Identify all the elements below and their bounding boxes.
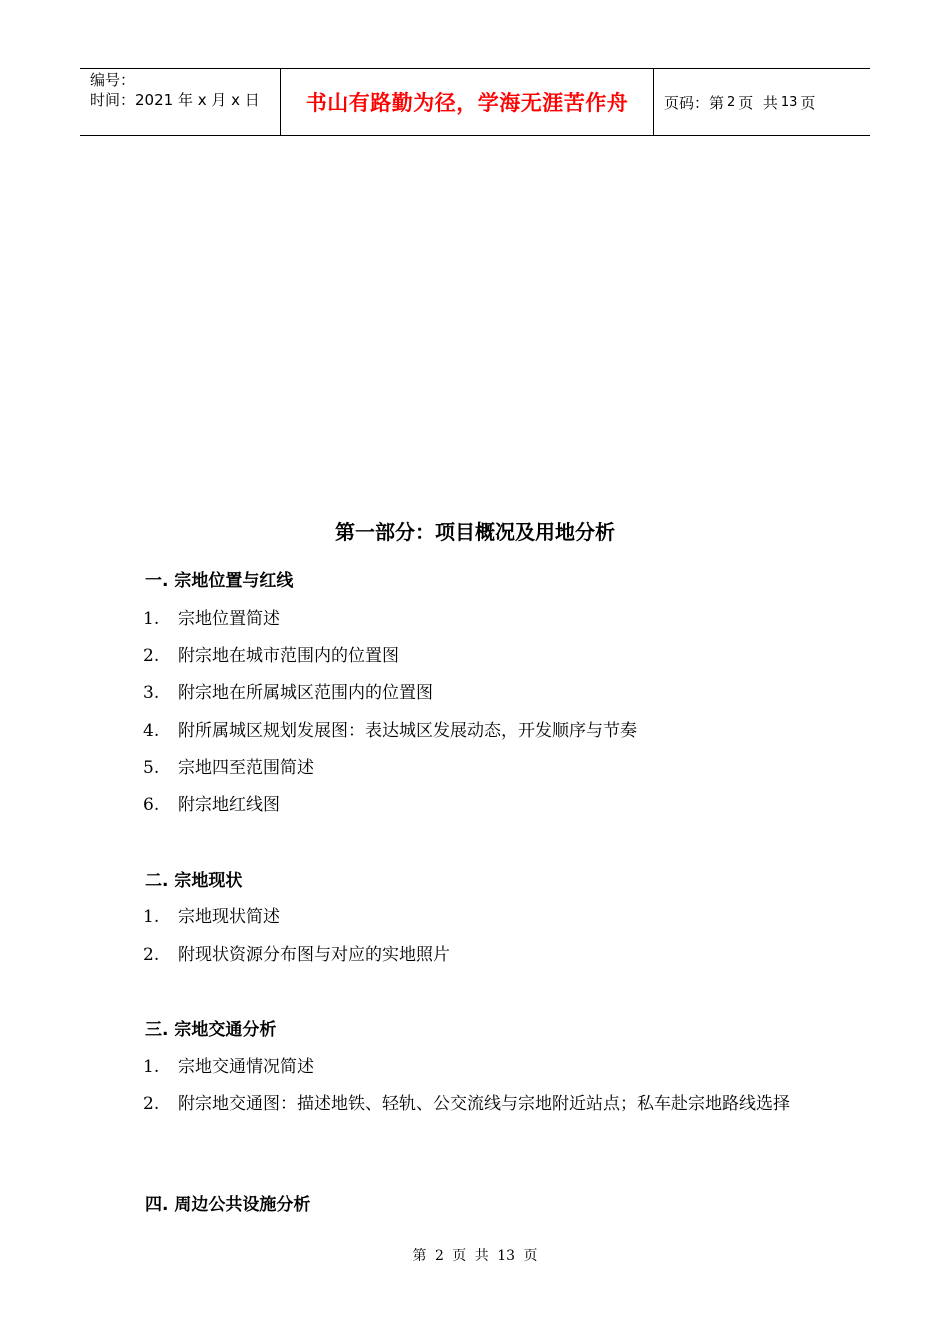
item-number: 4. xyxy=(143,721,160,741)
list-item xyxy=(143,606,808,632)
page-header xyxy=(80,68,870,136)
header-page-info xyxy=(654,69,870,135)
list-item xyxy=(143,942,808,968)
item-text: 附宗地在所属城区范围内的位置图 xyxy=(178,683,433,703)
page-current: 2 xyxy=(727,94,736,110)
item-number: 2. xyxy=(143,945,160,965)
list-item xyxy=(143,755,808,781)
section-heading: 三. 宗地交通分析 xyxy=(145,1020,277,1040)
item-number: 2. xyxy=(143,1094,160,1114)
list-item xyxy=(143,718,808,744)
page-total: 13 xyxy=(780,94,798,110)
item-number: 5. xyxy=(143,758,160,778)
section-heading: 一. 宗地位置与红线 xyxy=(145,571,294,591)
item-text: 附所属城区规划发展图：表达城区发展动态，开发顺序与节奏 xyxy=(178,721,637,741)
item-number: 1. xyxy=(143,609,160,629)
item-text: 宗地现状简述 xyxy=(178,907,280,927)
item-text: 宗地四至范围简述 xyxy=(178,758,314,778)
item-text: 附宗地红线图 xyxy=(178,795,280,815)
item-text: 宗地位置简述 xyxy=(178,609,280,629)
time-text: 时间：2021 年 x 月 x 日 xyxy=(90,91,260,109)
item-text: 附宗地交通图：描述地铁、轻轨、公交流线与宗地附近站点；私车赴宗地路线选择 xyxy=(178,1094,790,1114)
header-meta xyxy=(80,69,281,135)
item-number: 2. xyxy=(143,646,160,666)
section-heading: 二. 宗地现状 xyxy=(145,871,243,891)
header-motto-cell xyxy=(281,69,654,135)
list-item xyxy=(143,792,808,818)
list-item xyxy=(143,680,808,706)
list-item xyxy=(143,1091,808,1117)
list-item xyxy=(143,1054,808,1080)
item-text: 附现状资源分布图与对应的实地照片 xyxy=(178,945,450,965)
list-item xyxy=(143,643,808,669)
page-suffix: 页 xyxy=(800,93,816,112)
motto: 书山有路勤为径，学海无涯苦作舟 xyxy=(305,91,629,115)
serial-label: 编号： xyxy=(90,71,136,89)
part-title: 第一部分：项目概况及用地分析 xyxy=(335,520,615,544)
page-mid: 页 共 xyxy=(738,93,778,112)
item-text: 附宗地在城市范围内的位置图 xyxy=(178,646,399,666)
page-prefix: 页码：第 xyxy=(664,93,725,112)
item-number: 3. xyxy=(143,683,160,703)
item-number: 1. xyxy=(143,907,160,927)
section-heading: 四. 周边公共设施分析 xyxy=(145,1195,311,1215)
page-footer: 第 2 页 共 13 页 xyxy=(412,1248,538,1264)
item-number: 6. xyxy=(143,795,160,815)
item-text: 宗地交通情况简述 xyxy=(178,1057,314,1077)
list-item xyxy=(143,904,808,930)
item-number: 1. xyxy=(143,1057,160,1077)
